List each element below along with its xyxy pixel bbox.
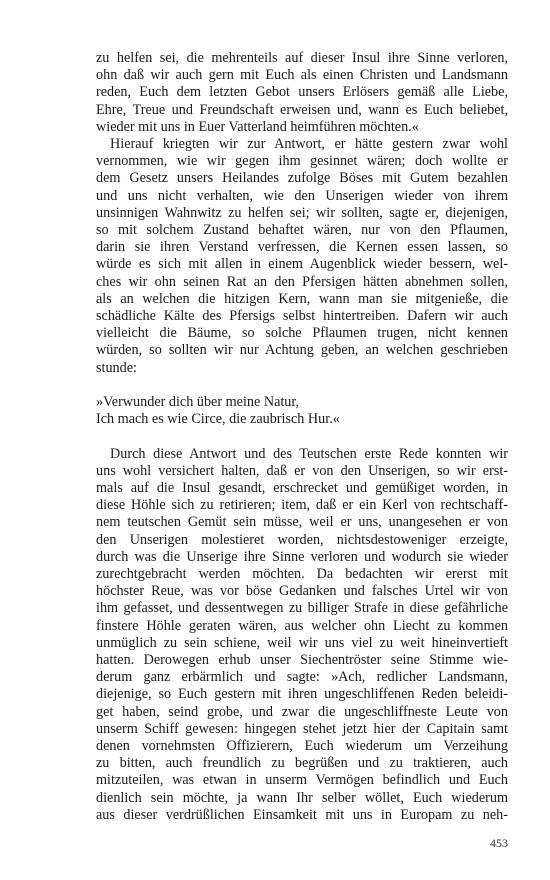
text-line: finstere Höhle geraten wären, aus welcher ohn Liecht zu kommen xyxy=(96,617,508,634)
text-line: darin sie ihren Verstand verfressen, die Kernen essen lassen, so xyxy=(96,239,508,256)
text-line: Ehre, Treue und Freundschaft erweisen und, wann es Euch beliebet, xyxy=(96,101,508,118)
text-line: stunde: xyxy=(96,359,137,376)
text-line: hatten. Derowegen erhub unser Siechentröster seine Stimme wie- xyxy=(96,652,508,668)
text-line: vielleicht die Bäume, so solche Pflaumen trugen, nicht kennen xyxy=(96,325,508,342)
verse-line: Ich mach es wie Circe, die zaubrisch Hur.« xyxy=(96,411,340,428)
text-line: mals auf die Insul gesandt, erschrecket und gemüßiget worden, in xyxy=(96,480,508,496)
text-line: diejenige, so Euch gestern mit ihren ungeschliffenen Reden beleidi- xyxy=(96,686,508,703)
text-line: nem teutschen Gemüt sein müsse, weil er uns, unangesehen er von xyxy=(96,514,508,531)
verse-line: »Verwunder dich über meine Natur, xyxy=(96,394,300,410)
text-line: wieder mit uns in Euer Vatterland heimführen möchten.« xyxy=(96,118,419,135)
text-line: würde es sich mit allen in einem Augenblick wieder bessern, wel- xyxy=(96,256,508,273)
text-line: den Unserigen molestieret worden, nichtsdestoweniger erzeigte, xyxy=(96,531,508,548)
text-line: durch was die Unserige ihre Sinne verloren und wodurch sie wieder xyxy=(96,548,508,565)
text-line: dienlich sein möchte, ja wann Ihr selber wöllet, Euch wiederum xyxy=(96,789,508,806)
text-line: dem Gesetz unsers Heilandes zufolge Böses mit Gutem bezahlen xyxy=(96,170,508,187)
text-line: unmüglich zu sein schiene, weil wir uns viel zu weit hineinvertieft xyxy=(96,634,508,651)
text-line: Hierauf kriegten wir zur Antwort, er hätte gestern zwar wohl xyxy=(110,136,508,152)
text-line: und uns nicht verhalten, wie den Unserigen wieder von ihrem xyxy=(96,187,508,204)
text-line: schädliche Kälte des Pfersigs selbst hintertreiben. Dafern wir auch xyxy=(96,308,508,324)
text-line: mitzuteilen, was etwan in unserm Vermögen befindlich und Euch xyxy=(96,772,508,789)
text-line: unsinnigen Wahnwitz zu helfen sei; wir sollten, sagte er, diejenigen, xyxy=(96,204,508,221)
text-line: aus dieser verdrüßlichen Einsamkeit mit uns in Europam zu neh- xyxy=(96,806,508,823)
text-line: würden, so sollten wir nur Achtung geben, an welchen geschrieben xyxy=(96,342,508,359)
text-line: zu bitten, auch freundlich zu begrüßen und zu traktieren, auch xyxy=(96,755,508,772)
text-line: ches wir ohn seinen Rat an den Pfersigen hätten abnehmen sollen, xyxy=(96,273,508,290)
text-line: ihm gefasset, und dessentwegen zu billiger Strafe in diese gefährliche xyxy=(96,600,508,617)
text-line: vernommen, wie wir gegen ihm gesinnet wären; doch wollte er xyxy=(96,153,508,170)
text-line: denen vornehmsten Offizierern, Euch wiederum um Verzeihung xyxy=(96,738,508,754)
text-line: derum ganz erbärmlich und sagte: »Ach, redlicher Landsmann, xyxy=(96,669,508,686)
text-line: ohn daß wir auch gern mit Euch als einen Christen und Landsmann xyxy=(96,67,508,84)
text-line: Durch diese Antwort und des Teutschen erste Rede konnten wir xyxy=(110,445,508,462)
text-line: uns wohl versichert halten, daß er von den Unserigen, so wir erst- xyxy=(96,462,508,479)
text-line: zurechtgebracht werden möchten. Da bedachten wir ererst mit xyxy=(96,566,508,582)
text-line: als an welchen die hitzigen Kern, wann man sie mitgenieße, die xyxy=(96,290,508,307)
text-line: höchster Reue, was vor böse Gedanken und falsches Urtel wir von xyxy=(96,583,508,600)
text-line: diese Höhle sich zu retirieren; item, daß er ein Kerl von rechtschaff- xyxy=(96,497,508,514)
page-number: 453 xyxy=(490,836,508,850)
text-line: unserm Schiff gewesen: hingegen stehet jetzt hier der Capitain samt xyxy=(96,720,508,737)
text-line: get haben, seind grobe, und zwar die ungeschliffneste Leute von xyxy=(96,703,508,720)
text-line: zu helfen sei, die mehrenteils auf dieser Insul ihre Sinne verloren, xyxy=(96,50,508,66)
text-line: so mit solchem Zustand behaftet wären, nur von den Pflaumen, xyxy=(96,222,508,238)
text-line: reden, Euch dem letzten Gebot unsers Erlösers gemäß alle Liebe, xyxy=(96,84,508,101)
